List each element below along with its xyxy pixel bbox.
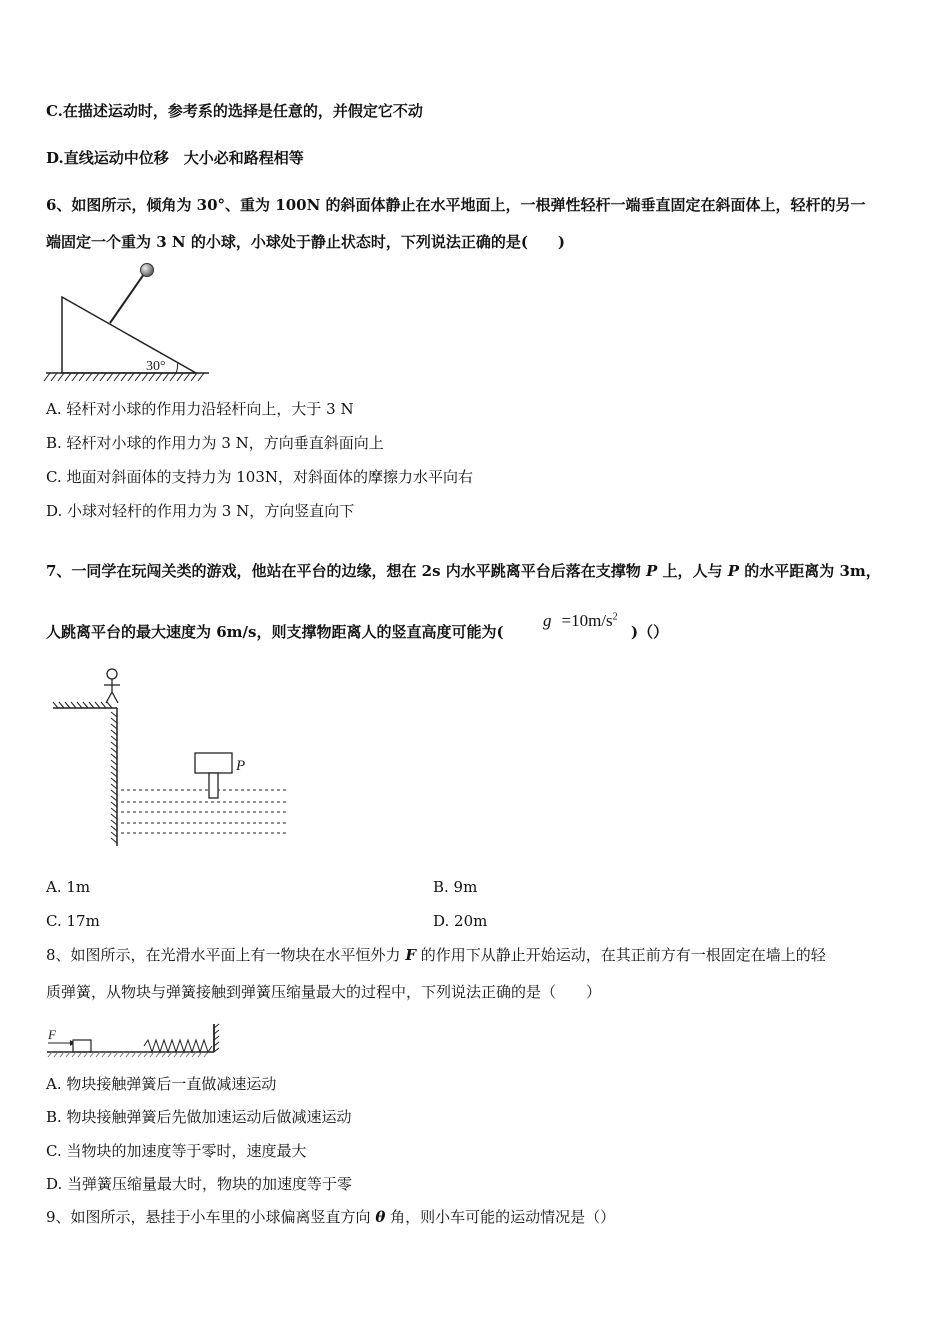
ball: [141, 264, 154, 277]
q8-option-b: B. 物块接触弹簧后先做加速运动后做减速运动: [46, 1108, 352, 1126]
support-label-p: P: [236, 758, 246, 774]
q8-stem-line2: 质弹簧，从物块与弹簧接触到弹簧压缩量最大的过程中，下列说法正确的是（ ）: [46, 983, 602, 1001]
incline-body: [62, 297, 196, 373]
q7-option-a: A. 1m: [46, 878, 91, 896]
q7-platform-diagram: [50, 664, 295, 849]
angle-label: 30°: [146, 359, 166, 374]
q6-option-d: D. 小球对轻杆的作用力为 3 N，方向竖直向下: [46, 502, 355, 520]
q8-option-d: D. 当弹簧压缩量最大时，物块的加速度等于零: [46, 1175, 353, 1193]
q7-option-b: B. 9m: [433, 878, 478, 896]
q9-stem-line1: 9、如图所示，悬挂于小车里的小球偏离竖直方向 θ 角，则小车可能的运动情况是（）: [46, 1208, 616, 1226]
water-lines: [121, 790, 288, 833]
spring: [144, 1040, 212, 1052]
q6-incline-diagram: [44, 260, 214, 385]
gravity-formula: $g =10m/s^2$: [543, 611, 618, 630]
q7-option-d: D. 20m: [433, 912, 488, 930]
support-post: [209, 773, 218, 798]
light-rod: [110, 274, 144, 323]
q7-option-c: C. 17m: [46, 912, 100, 930]
person-figure: [104, 669, 120, 703]
q6-option-c: C. 地面对斜面体的支持力为 103N，对斜面体的摩擦力水平向右: [46, 468, 474, 486]
q6-stem-line1: 6、如图所示，倾角为 30°、重为 100N 的斜面体静止在水平地面上，一根弹性轻杆一端垂直固定在斜面体上，轻杆的另一: [46, 196, 866, 214]
support-block-p: [195, 753, 232, 773]
q6-option-b: B. 轻杆对小球的作用力为 3 N，方向垂直斜面向上: [46, 434, 384, 452]
q6-stem-line2: 端固定一个重为 3 N 的小球，小球处于静止状态时，下列说法正确的是( ): [46, 233, 566, 251]
block: [73, 1040, 91, 1052]
q6-option-a: A. 轻杆对小球的作用力沿轻杆向上，大于 3 N: [46, 400, 354, 418]
ground-hatching: [44, 373, 204, 381]
force-label-f: F: [48, 1027, 56, 1042]
q7-stem-line1: 7、一同学在玩闯关类的游戏，他站在平台的边缘，想在 2s 内水平跳离平台后落在支撑物 P 上，人与 P 的水平距离为 3m，: [46, 562, 881, 580]
q8-spring-diagram: [44, 1022, 224, 1060]
q8-option-a: A. 物块接触弹簧后一直做减速运动: [46, 1075, 277, 1093]
q7-stem-line2-end: )（）: [631, 623, 669, 641]
prev-option-c: C.在描述运动时，参考系的选择是任意的，并假定它不动: [46, 102, 423, 120]
prev-option-d: D.直线运动中位移 大小必和路程相等: [46, 149, 304, 167]
q8-stem-line1: 8、如图所示，在光滑水平面上有一物块在水平恒外力 F 的作用下从静止开始运动，在其正前方有一根固定在墙上的轻: [46, 946, 826, 964]
q8-option-c: C. 当物块的加速度等于零时，速度最大: [46, 1142, 307, 1160]
q7-stem-line2: 人跳离平台的最大速度为 6m/s，则支撑物距离人的竖直高度可能为(: [46, 623, 504, 641]
